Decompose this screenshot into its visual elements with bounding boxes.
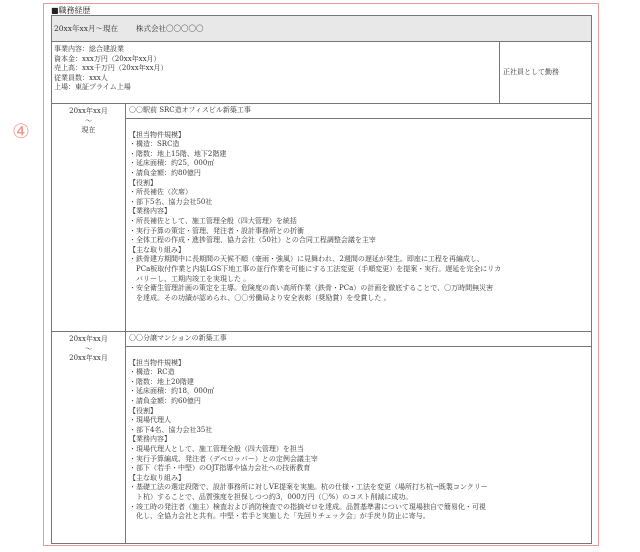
project-row bbox=[52, 332, 592, 544]
period-line: 〜 bbox=[85, 344, 92, 353]
project-title: 〇〇分譲マンションの新築工事 bbox=[126, 332, 591, 347]
project-line: バリーし、工期内竣工を実現した 。 bbox=[129, 274, 251, 283]
project-line: ・鉄骨建方期間中に長期間の天候不順（豪雨・強風）に見舞われ、2週間の遅延が発生。即座に工程を再編成し、 bbox=[129, 255, 484, 264]
project-line: 【役割】 bbox=[129, 178, 157, 187]
period-line: 〜 bbox=[85, 116, 92, 125]
section-number-badge: ④ bbox=[12, 119, 30, 143]
project-line: ・構造：RC造 bbox=[129, 368, 175, 377]
business-line: 事業内容：総合建設業 bbox=[54, 45, 124, 53]
project-line: ・請負金額：約60億円 bbox=[129, 396, 201, 405]
project-line: 化し、全協力会社と共有。中堅・若手と実施した「先回りチェック会」が手戻り防止に寄与。 bbox=[129, 512, 430, 521]
project-line: 【業務内容】 bbox=[129, 435, 171, 444]
section-title: ■職務経歴 bbox=[51, 6, 91, 15]
project-line: ・部下5名、協力会社50社 bbox=[129, 197, 213, 206]
project-line: ト杭）することで、品質強度を担保しつつ約3，000万円（〇%）のコスト削減に成功。 bbox=[129, 492, 413, 501]
business-line: 売上高：xxx千万円（20xx年xx月） bbox=[54, 64, 168, 73]
period-line: 20xx年xx月 bbox=[69, 354, 108, 363]
project-line: 【主な取り組み】 bbox=[129, 245, 185, 254]
project-period-cell bbox=[52, 332, 126, 544]
project-line: PCa板取付作業と内装LGS下地工事の並行作業を可能にする工法変更（手順変更）を提案・実行。遅延を完全にリカ bbox=[129, 264, 502, 273]
project-line: ・部下（若手・中堅）のOJT指導や協力会社への技術教育 bbox=[129, 464, 311, 473]
project-line: ・基礎工法の選定段階で、設計事務所に対しVE提案を実施。杭の仕様・工法を変更（場所打ち杭→既製コンクリー bbox=[129, 483, 488, 492]
project-line: ・現場代理人として、施工管理全般（四大管理）を担当 bbox=[129, 444, 304, 453]
project-line: ・所長補佐（次席） bbox=[129, 188, 192, 197]
project-line: 【担当物件規模】 bbox=[129, 358, 185, 367]
project-line: ・階数：地上20階建 bbox=[129, 377, 194, 386]
project-title: 〇〇駅前 SRC造オフィスビル新築工事 bbox=[126, 104, 591, 119]
business-line: 上場：東証プライム上場 bbox=[54, 83, 131, 92]
project-line: ・安全衛生管理計画の策定を主導。危険度の高い高所作業（鉄骨・PCa）の計画を徹底することで、〇万時間無災害 bbox=[129, 284, 494, 293]
business-line: 資本金：xxx万円（20xx年xx月） bbox=[54, 54, 161, 63]
project-line: 【役割】 bbox=[129, 406, 157, 415]
period-line: 20xx年xx月 bbox=[69, 107, 108, 115]
project-line: ・実行予算の策定・管理、発注者・設計事務所との折衝 bbox=[129, 226, 304, 235]
company-row bbox=[52, 16, 592, 42]
project-line: を達成。その功績が認められ、〇〇労働局より安全表彰（奨励賞）を受賞した 。 bbox=[129, 293, 391, 302]
project-line: ・全体工程の作成・進捗管理、協力会社（50社）との合同工程調整会議を主宰 bbox=[129, 236, 376, 245]
company-header bbox=[52, 16, 592, 42]
project-line: ・所長補佐として、施工管理全般（四大管理）を統括 bbox=[129, 216, 297, 225]
project-line: ・請負金額：約80億円 bbox=[129, 168, 201, 177]
period-line: 現在 bbox=[81, 126, 96, 135]
business-line: 従業員数：xxx人 bbox=[54, 73, 108, 82]
project-body bbox=[126, 119, 591, 306]
project-line: ・部下4名、協力会社35社 bbox=[129, 425, 213, 434]
project-line: ・現場代理人 bbox=[129, 416, 171, 425]
project-detail-cell bbox=[126, 104, 592, 332]
project-line: ・延床面積：約18，000㎡ bbox=[129, 387, 215, 396]
project-detail-cell bbox=[126, 332, 592, 544]
company-name: 株式会社〇〇〇〇〇 bbox=[135, 23, 204, 33]
project-line: 【主な取り組み】 bbox=[129, 473, 185, 482]
employment-type: 正社員として勤務 bbox=[500, 42, 592, 104]
company-period: 20xx年xx月～現在 bbox=[54, 23, 118, 33]
business-summary bbox=[52, 42, 500, 104]
career-table bbox=[51, 15, 592, 544]
project-line: ・竣工時の発注者（施主）検査および消防検査での指摘ゼロを達成。品質基準書について現場独自で簡易化・可視 bbox=[129, 502, 486, 511]
project-line: ・構造：SRC造 bbox=[129, 140, 180, 149]
project-period bbox=[52, 332, 125, 364]
project-line: ・延床面積：約25，000㎡ bbox=[129, 159, 215, 168]
project-line: ・実行予算編成、発注者（デベロッパー）との定例会議主宰 bbox=[129, 454, 318, 463]
business-row bbox=[52, 42, 592, 104]
project-line: ・階数：地上15階、地下2階建 bbox=[129, 149, 227, 158]
project-row bbox=[52, 104, 592, 332]
project-period bbox=[52, 104, 125, 136]
business-lines bbox=[52, 42, 499, 96]
project-line: 【担当物件規模】 bbox=[129, 130, 185, 139]
project-period-cell bbox=[52, 104, 126, 332]
period-line: 20xx年xx月 bbox=[69, 335, 108, 343]
project-body bbox=[126, 347, 591, 524]
project-line: 【業務内容】 bbox=[129, 207, 171, 216]
